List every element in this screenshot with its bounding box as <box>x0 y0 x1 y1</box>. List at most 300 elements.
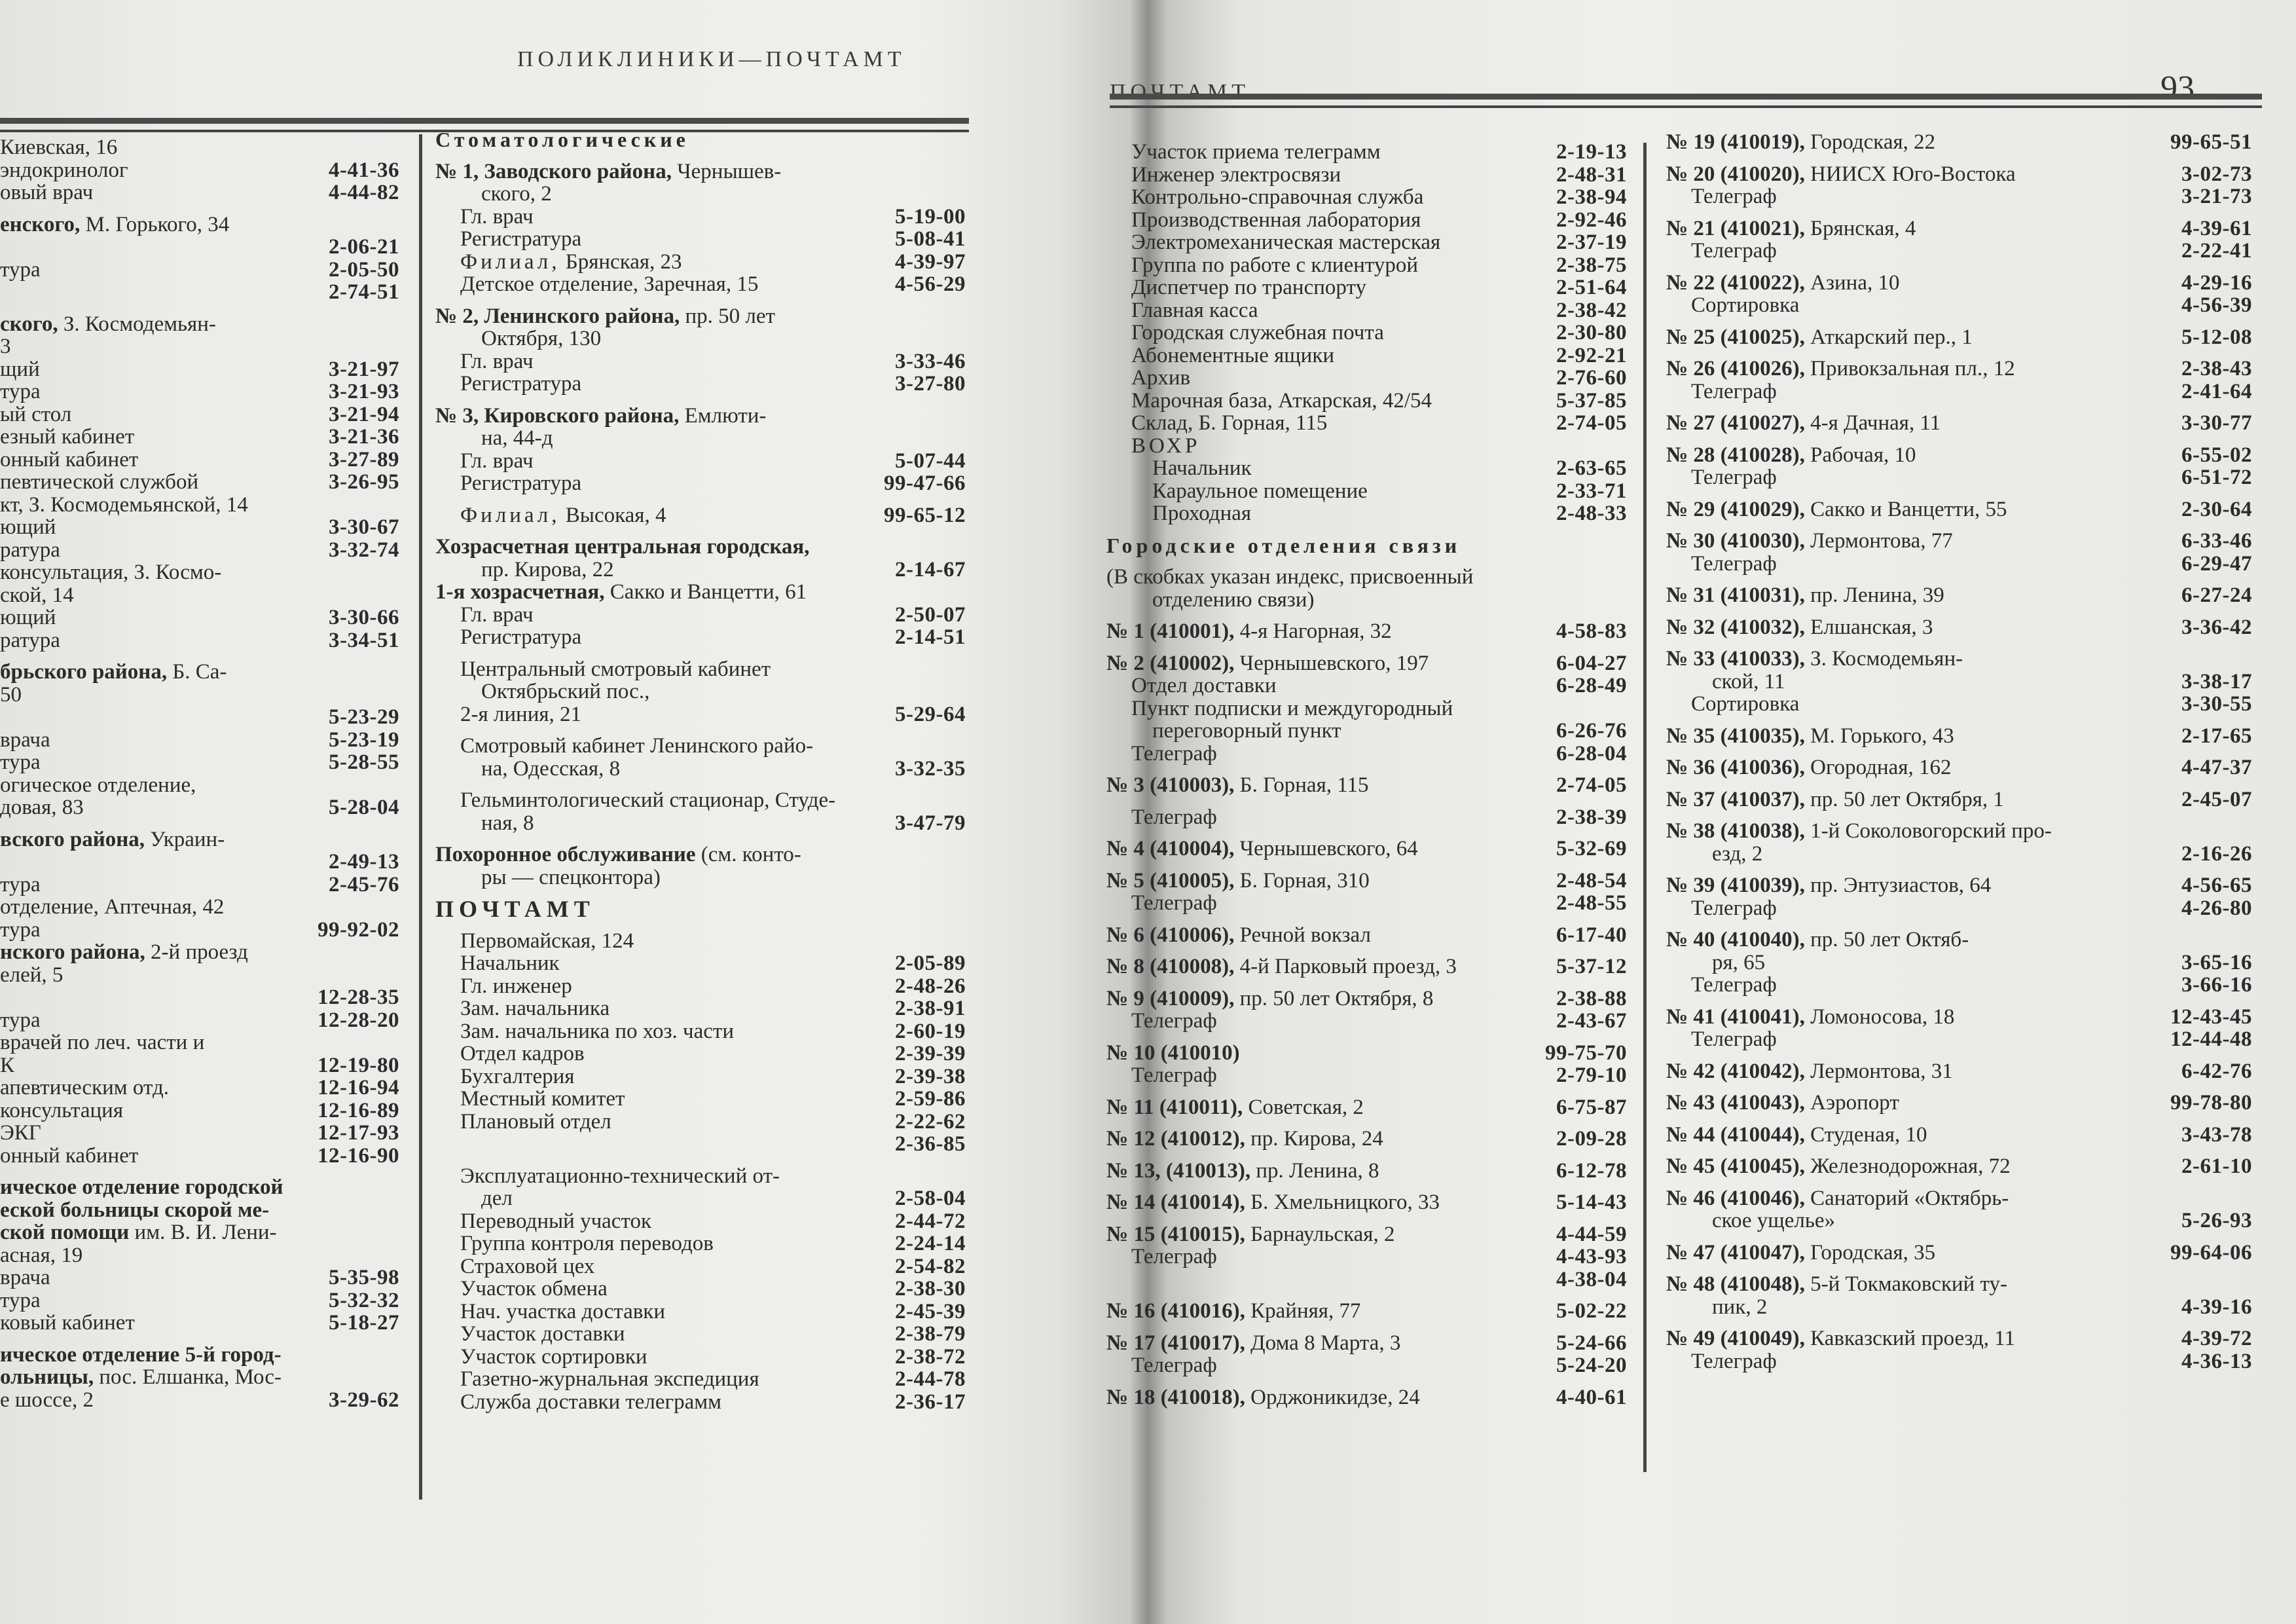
directory-entry <box>0 213 399 236</box>
entry-label: Абонементные ящики <box>1131 343 1335 367</box>
spacer <box>435 151 966 160</box>
entry-label: езный кабинет <box>0 425 135 449</box>
entry-label: Телеграф <box>1131 1009 1217 1033</box>
entry-name-bold: № 3 (410003), <box>1106 773 1235 797</box>
entry-label: ратура <box>0 538 60 562</box>
spacer <box>1666 208 2252 217</box>
directory-entry <box>435 559 966 581</box>
entry-label: ющий <box>0 515 56 539</box>
directory-entry <box>0 661 399 684</box>
right-running-head: ПОЧТАМТ <box>1110 80 1250 104</box>
directory-entry <box>435 680 966 703</box>
directory-entry <box>1666 1028 2252 1051</box>
phone-number: 2-37-19 <box>1556 231 1627 254</box>
spacer <box>1666 348 2252 358</box>
directory-entry <box>1666 1060 2252 1083</box>
phone-number: 5-08-41 <box>895 227 966 251</box>
directory-entry <box>1106 1042 1627 1065</box>
phone-number: 2-60-19 <box>895 1019 966 1043</box>
entry-address: Барнаульская, 2 <box>1245 1222 1395 1246</box>
entry-address: З. Космодемьян- <box>58 312 216 336</box>
spacer <box>435 649 966 658</box>
entry-label: Нач. участка доставки <box>460 1299 666 1323</box>
entry-name-bold: № 45 (410045), <box>1666 1154 1805 1178</box>
entry-address: Лермонтова, 31 <box>1804 1059 1953 1083</box>
entry-address: Высокая, 4 <box>560 503 666 527</box>
entry-label <box>435 405 966 428</box>
directory-entry <box>0 874 399 896</box>
entry-label: Октября, 130 <box>481 327 602 350</box>
entry-address: З. Космодемьян- <box>1804 647 1963 671</box>
phone-number: 2-54-82 <box>895 1254 966 1278</box>
entry-name-bold: № 2, Ленинского района, <box>435 304 680 328</box>
entry-label: ского, 2 <box>481 182 552 206</box>
spacer <box>1106 1087 1627 1096</box>
entry-name-bold: № 29 (410029), <box>1666 497 1805 521</box>
entry-address: Городская, 35 <box>1804 1240 1936 1264</box>
phone-number: 5-07-44 <box>895 449 966 473</box>
entry-address: Орджоникидзе, 24 <box>1245 1385 1420 1409</box>
directory-entry <box>1666 553 2252 576</box>
entry-label: асная, 19 <box>0 1243 83 1267</box>
entry-address: Железнодорожная, 72 <box>1804 1154 2011 1178</box>
directory-entry <box>0 1389 399 1412</box>
entry-label: ическое отделение 5-й город- <box>0 1342 282 1367</box>
entry-label <box>1106 1223 1556 1246</box>
entry-label <box>1666 498 2181 521</box>
directory-entry <box>1106 1160 1627 1183</box>
directory-entry <box>435 427 966 450</box>
directory-entry <box>435 1391 966 1414</box>
entry-address: М. Горького, 34 <box>80 212 230 236</box>
entry-label: Инженер электросвязи <box>1131 162 1341 187</box>
entry-address: Студеная, 10 <box>1804 1122 1927 1147</box>
phone-number: 5-32-69 <box>1556 837 1627 860</box>
phone-number: 2-14-67 <box>895 557 966 581</box>
entry-address: пр. Кирова, 24 <box>1245 1127 1383 1151</box>
entry-name-bold: вского района, <box>0 827 145 851</box>
entry-label: Регистратура <box>460 471 582 495</box>
directory-entry <box>435 472 966 495</box>
phone-number: 5-18-27 <box>329 1311 399 1335</box>
phone-number: 5-24-20 <box>1556 1354 1627 1377</box>
entry-label: Детское отделение, Заречная, 15 <box>460 272 759 296</box>
directory-entry <box>1106 1268 1627 1291</box>
directory-entry <box>0 1009 399 1032</box>
entry-address: пр. 50 лет Октяб- <box>1804 928 1969 951</box>
directory-entry <box>1106 209 1627 232</box>
directory-entry <box>1106 276 1627 299</box>
phone-number: 99-47-66 <box>884 471 966 495</box>
entry-label <box>1666 1155 2181 1178</box>
entry-label: Начальник <box>460 951 560 975</box>
directory-entry <box>0 1289 399 1312</box>
phone-number: 99-65-51 <box>2170 130 2252 154</box>
entry-label: тура <box>0 917 41 942</box>
entry-label: Телеграф <box>1131 1063 1217 1087</box>
entry-name-bold: № 19 (410019), <box>1666 130 1805 154</box>
entry-label <box>1106 1386 1556 1409</box>
directory-entry <box>0 751 399 774</box>
entry-label <box>1106 870 1556 893</box>
directory-entry <box>435 1065 966 1088</box>
entry-label: дел <box>481 1187 513 1210</box>
entry-name-bold: 1-я хозрасчетная, <box>435 580 605 604</box>
directory-entry <box>435 1323 966 1346</box>
directory-entry <box>435 350 966 373</box>
phone-number: 2-48-26 <box>895 974 966 998</box>
directory-entry <box>435 1210 966 1233</box>
entry-name-bold: № 42 (410042), <box>1666 1059 1805 1083</box>
entry-label: Участок доставки <box>460 1322 625 1346</box>
entry-label: на, Одесская, 8 <box>481 756 621 781</box>
entry-address: Сакко и Ванцетти, 55 <box>1804 497 2007 521</box>
entry-address: (см. конто- <box>695 843 801 866</box>
directory-entry <box>1666 498 2252 521</box>
entry-label: Производственная лаборатория <box>1131 208 1421 232</box>
entry-name-bold: № 39 (410039), <box>1666 874 1805 897</box>
directory-entry <box>1106 720 1627 743</box>
entry-label: Архив <box>1131 366 1191 390</box>
phone-number: 2-38-30 <box>895 1277 966 1301</box>
entry-label <box>1106 1128 1556 1151</box>
phone-number: 99-78-80 <box>2170 1091 2252 1115</box>
entry-address: Б. Хмельницкого, 33 <box>1245 1190 1440 1214</box>
spacer <box>1666 1178 2252 1187</box>
phone-number: 6-33-46 <box>2181 529 2252 553</box>
directory-entry <box>1666 1273 2252 1296</box>
section-heading: ПОЧТАМТ <box>435 896 595 922</box>
spacer <box>1106 643 1627 652</box>
entry-label <box>1666 788 2181 811</box>
directory-entry <box>1106 1064 1627 1087</box>
entry-name-bold: № 13, (410013), <box>1106 1158 1251 1183</box>
spacer <box>1666 489 2252 498</box>
entry-label: Гл. врач <box>460 349 534 373</box>
entry-name-bold: № 26 (410026), <box>1666 357 1805 380</box>
directory-entry <box>1666 1187 2252 1210</box>
directory-entry <box>1106 231 1627 254</box>
phone-number: 2-39-39 <box>895 1042 966 1065</box>
entry-name-bold: № 48 (410048), <box>1666 1272 1805 1296</box>
spacer <box>1666 317 2252 326</box>
directory-entry <box>0 1221 399 1244</box>
entry-label: Телеграф <box>1691 1349 1777 1373</box>
phone-number: 99-92-02 <box>318 917 399 942</box>
entry-label: Телеграф <box>1691 466 1777 489</box>
directory-entry <box>1666 1092 2252 1115</box>
directory-entry <box>1666 820 2252 843</box>
directory-entry <box>435 1088 966 1111</box>
entry-label: е шоссе, 2 <box>0 1388 94 1412</box>
phone-number: 6-04-27 <box>1556 651 1627 675</box>
directory-entry <box>0 896 399 919</box>
entry-label: Смотровый кабинет Ленинского райо- <box>460 734 814 758</box>
entry-label: ской, 11 <box>1712 669 1785 693</box>
phone-number: 2-44-78 <box>895 1367 966 1391</box>
column-post-office-departments <box>1106 141 1627 1409</box>
directory-entry <box>0 1199 399 1222</box>
directory-entry <box>0 159 399 182</box>
phone-number: 5-23-29 <box>329 705 399 729</box>
directory-entry <box>0 851 399 874</box>
directory-entry <box>1666 584 2252 607</box>
directory-entry <box>0 471 399 494</box>
phone-number: 2-33-71 <box>1556 479 1627 503</box>
spacer <box>0 1335 399 1344</box>
directory-entry <box>0 335 399 358</box>
entry-name-bold: № 35 (410035), <box>1666 724 1805 748</box>
entry-name-bold: № 41 (410041), <box>1666 1005 1805 1029</box>
entry-label: ый стол <box>0 402 72 426</box>
phone-number: 12-28-35 <box>318 986 399 1009</box>
phone-number: 3-21-97 <box>329 357 399 381</box>
entry-address: 1-й Соколовогорский про- <box>1804 819 2052 843</box>
entry-label: Телеграф <box>1131 1354 1217 1377</box>
entry-label: Страховой цех <box>460 1254 595 1278</box>
entry-label <box>1666 616 2181 639</box>
entry-label <box>1666 648 2252 671</box>
entry-name-spaced: Филиал, <box>460 249 560 274</box>
entry-address: 4-я Нагорная, 32 <box>1234 619 1392 643</box>
entry-label: Эксплуатационно-технический от- <box>460 1164 780 1188</box>
entry-label: отделению связи) <box>1152 587 1315 612</box>
entry-label <box>435 581 966 604</box>
entry-name-bold: № 14 (410014), <box>1106 1190 1245 1214</box>
entry-label <box>1666 725 2181 748</box>
directory-entry <box>1106 1354 1627 1377</box>
entry-label: Гл. врач <box>460 449 534 473</box>
phone-number: 6-26-76 <box>1556 719 1627 743</box>
directory-entry <box>1106 254 1627 277</box>
right-header-rule <box>1110 94 2262 108</box>
entry-label: Группа контроля переводов <box>460 1232 714 1255</box>
entry-label <box>1666 1124 2181 1147</box>
directory-entry <box>1106 892 1627 915</box>
directory-entry <box>0 774 399 797</box>
phone-number: 3-30-55 <box>2181 692 2252 716</box>
phone-number: 4-38-04 <box>1556 1267 1627 1291</box>
entry-label: Электромеханическая мастерская <box>1131 231 1441 254</box>
phone-number: 2-38-72 <box>895 1344 966 1369</box>
entry-label: Марочная база, Аткарская, 42/54 <box>1131 388 1432 413</box>
directory-entry <box>1106 1010 1627 1033</box>
phone-number: 2-30-64 <box>2181 497 2252 521</box>
phone-number: 2-43-67 <box>1556 1009 1627 1033</box>
entry-name-bold: № 3, Кировского района, <box>435 403 680 428</box>
entry-name-bold: № 31 (410031), <box>1666 583 1805 607</box>
phone-number: 2-09-28 <box>1556 1127 1627 1151</box>
directory-entry <box>0 629 399 652</box>
directory-entry <box>1106 566 1627 589</box>
entry-name-bold: № 6 (410006), <box>1106 923 1235 947</box>
entry-label: Регистратура <box>460 372 582 396</box>
column-dental-post-office <box>435 128 966 1413</box>
phone-number: 2-74-51 <box>329 280 399 304</box>
phone-number: 2-63-65 <box>1556 456 1627 480</box>
entry-name-bold: № 22 (410022), <box>1666 270 1805 295</box>
phone-number: 12-19-80 <box>318 1053 399 1077</box>
spacer <box>435 495 966 504</box>
directory-entry <box>0 516 399 539</box>
spacer <box>1666 435 2252 444</box>
phone-number: 4-44-82 <box>329 181 399 204</box>
phone-number: 5-14-43 <box>1556 1190 1627 1214</box>
entry-address: М. Горького, 43 <box>1804 724 1954 748</box>
phone-number: 12-43-45 <box>2170 1005 2252 1029</box>
entry-label <box>1106 924 1556 947</box>
entry-label: Участок обмена <box>460 1277 608 1301</box>
spacer <box>1106 525 1627 534</box>
entry-name-bold: № 2 (410002), <box>1106 651 1235 675</box>
entry-address: Советская, 2 <box>1243 1095 1364 1119</box>
spacer <box>1106 797 1627 806</box>
directory-entry <box>1666 974 2252 997</box>
phone-number: 3-21-36 <box>329 425 399 449</box>
directory-entry <box>435 1346 966 1369</box>
directory-entry <box>0 706 399 729</box>
entry-label <box>1666 326 2181 349</box>
page-number: 93 <box>2160 69 2195 107</box>
entry-name-bold: № 25 (410025), <box>1666 325 1805 349</box>
directory-entry <box>1666 131 2252 154</box>
directory-entry <box>0 539 399 562</box>
phone-number: 2-05-50 <box>329 257 399 282</box>
spacer <box>1666 154 2252 163</box>
directory-entry <box>435 504 966 527</box>
directory-entry <box>435 866 966 889</box>
directory-entry <box>435 160 966 183</box>
entry-label: пр. Кирова, 22 <box>481 557 614 581</box>
directory-entry <box>1106 674 1627 697</box>
spacer <box>1666 521 2252 530</box>
entry-address: Кавказский проезд, 11 <box>1804 1327 2016 1350</box>
spacer <box>1106 828 1627 838</box>
entry-label: еской больницы скорой ме- <box>0 1198 270 1222</box>
phone-number: 3-30-66 <box>329 606 399 629</box>
spacer <box>1106 860 1627 870</box>
directory-entry <box>1106 987 1627 1010</box>
entry-label <box>0 213 399 236</box>
directory-entry <box>0 236 399 259</box>
directory-entry <box>0 828 399 851</box>
directory-entry <box>0 684 399 707</box>
phone-number: 4-56-65 <box>2181 874 2252 897</box>
phone-number: 5-19-00 <box>895 204 966 229</box>
entry-label <box>0 941 399 964</box>
entry-label <box>1666 530 2181 553</box>
entry-address: Елшанская, 3 <box>1804 615 1933 639</box>
left-running-head: ПОЛИКЛИНИКИ—ПОЧТАМТ <box>517 47 906 71</box>
entry-label: Зам. начальника <box>460 997 610 1020</box>
entry-label: тура <box>0 1008 41 1032</box>
phone-number: 2-38-79 <box>895 1322 966 1346</box>
directory-entry <box>435 1111 966 1134</box>
directory-entry <box>0 1099 399 1122</box>
phone-number: 2-51-64 <box>1556 276 1627 299</box>
directory-entry <box>1666 756 2252 779</box>
entry-name-bold: брьского района, <box>0 660 168 684</box>
directory-entry <box>0 1176 399 1199</box>
entry-address: Чернышевского, 64 <box>1234 837 1418 860</box>
phone-number: 2-16-26 <box>2181 841 2252 866</box>
phone-number: 6-27-24 <box>2181 583 2252 607</box>
phone-number: 3-26-95 <box>329 470 399 494</box>
entry-label: Регистратура <box>460 625 582 649</box>
entry-address: Привокзальная пл., 12 <box>1804 357 2015 380</box>
phone-number: 5-35-98 <box>329 1266 399 1289</box>
entry-label <box>1666 929 2252 951</box>
phone-number: 2-45-07 <box>2181 787 2252 811</box>
phone-number: 4-41-36 <box>329 158 399 182</box>
directory-entry <box>1666 1155 2252 1178</box>
spacer <box>1106 1118 1627 1128</box>
spacer <box>1106 1151 1627 1160</box>
phone-number: 3-47-79 <box>895 811 966 835</box>
entry-label <box>1106 838 1556 860</box>
spacer <box>1106 611 1627 620</box>
directory-entry <box>1106 1191 1627 1214</box>
entry-name-bold: ольницы, <box>0 1365 94 1389</box>
directory-entry <box>1666 693 2252 716</box>
directory-entry <box>1106 457 1627 480</box>
directory-entry <box>435 373 966 396</box>
entry-address: пр. Энтузиастов, 64 <box>1804 874 1992 897</box>
directory-entry <box>1666 1124 2252 1147</box>
phone-number: 5-23-19 <box>329 728 399 752</box>
phone-number: 4-56-29 <box>895 272 966 296</box>
directory-entry <box>435 626 966 649</box>
phone-number: 3-27-80 <box>895 372 966 396</box>
directory-entry <box>0 561 399 584</box>
entry-label: тура <box>0 1288 41 1312</box>
directory-entry <box>0 449 399 471</box>
directory-entry <box>1106 412 1627 435</box>
spacer <box>1106 557 1627 566</box>
directory-entry <box>1666 240 2252 263</box>
directory-entry <box>1106 620 1627 643</box>
spacer <box>1666 919 2252 929</box>
entry-label: ная, 8 <box>481 811 534 835</box>
phone-number: 3-36-42 <box>2181 615 2252 639</box>
phone-number: 12-17-93 <box>318 1121 399 1145</box>
directory-entry <box>435 1187 966 1210</box>
entry-label: К <box>0 1053 15 1077</box>
phone-number: 4-39-72 <box>2181 1327 2252 1350</box>
spacer <box>1666 811 2252 820</box>
entry-label: Хозрасчетная центральная городская, <box>435 535 810 559</box>
spacer <box>0 304 399 313</box>
directory-entry <box>1106 367 1627 390</box>
phone-number: 2-38-91 <box>895 997 966 1020</box>
directory-entry <box>0 919 399 942</box>
directory-entry <box>1666 466 2252 489</box>
spacer <box>1666 865 2252 874</box>
phone-number: 12-44-48 <box>2170 1027 2252 1051</box>
phone-number: 6-75-87 <box>1556 1095 1627 1119</box>
entry-label <box>0 1221 399 1244</box>
entry-label: врача <box>0 1266 50 1289</box>
entry-label: Переводный участок <box>460 1209 651 1233</box>
phone-number: 2-38-39 <box>1556 805 1627 829</box>
entry-name-bold: № 15 (410015), <box>1106 1222 1245 1246</box>
entry-label: ЭКГ <box>0 1121 41 1145</box>
entry-label <box>1106 652 1556 675</box>
entry-label <box>0 828 399 851</box>
entry-label: елей, 5 <box>0 963 64 987</box>
entry-label <box>1666 1242 2170 1264</box>
directory-entry <box>435 273 966 296</box>
